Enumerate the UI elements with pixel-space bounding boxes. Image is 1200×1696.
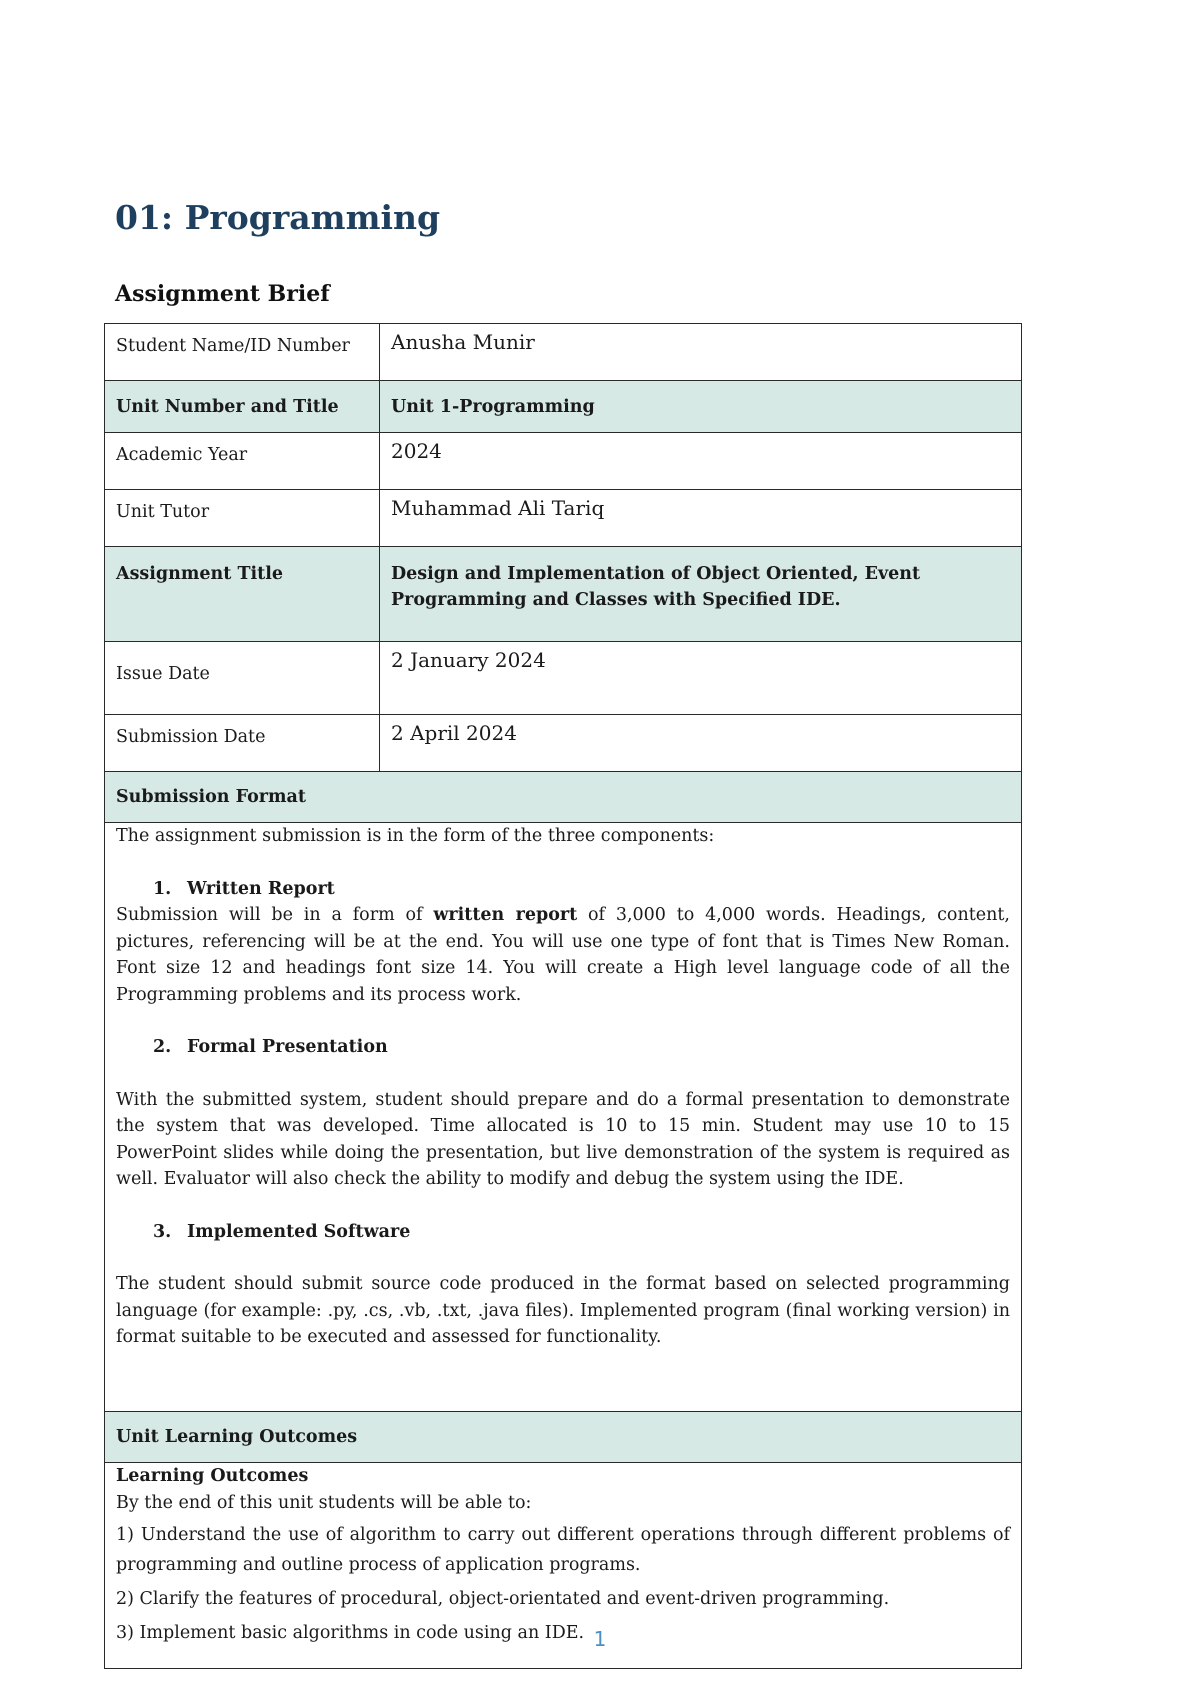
academic-year-label: Academic Year <box>105 433 380 490</box>
table-row <box>105 642 1022 715</box>
table-row <box>105 715 1022 772</box>
table-row <box>105 381 1022 433</box>
submission-format-content <box>105 823 1022 1412</box>
page-title: 01: Programming <box>115 198 441 237</box>
assignment-brief-table <box>104 323 1022 1669</box>
table-row <box>105 324 1022 381</box>
unit-value: Unit 1-Programming <box>380 381 1022 433</box>
page-number: 1 <box>593 1627 607 1651</box>
assignment-title-value: Design and Implementation of Object Oriented, Event Programming and Classes with Specified IDE. <box>380 547 1022 642</box>
written-report-text: Submission will be in a form of written report of 3,000 to 4,000 words. Headings, content, pictures, referencing will be at the end. You will use one type of font that is Times New Roman. Font size 12 and headings font size 14. You will create a High level language code of all the Programming problems and its process work. <box>116 905 1010 1005</box>
unit-label: Unit Number and Title <box>105 381 380 433</box>
learning-outcome-item: 1) Understand the use of algorithm to carry out different operations through different problems of programming and outline process of application programs. <box>116 1525 1010 1575</box>
learning-outcome-item: 3) Implement basic algorithms in code using an IDE. <box>116 1623 585 1643</box>
learning-outcomes-title: Learning Outcomes <box>116 1466 309 1486</box>
unit-tutor-value: Muhammad Ali Tariq <box>380 490 1022 547</box>
table-row <box>105 490 1022 547</box>
implemented-software-heading: 3. Implemented Software <box>153 1221 411 1242</box>
assignment-title-label: Assignment Title <box>105 547 380 642</box>
unit-tutor-label: Unit Tutor <box>105 490 380 547</box>
issue-date-value: 2 January 2024 <box>380 642 1022 715</box>
learning-outcome-item: 2) Clarify the features of procedural, object-orientated and event-driven programming. <box>116 1589 890 1609</box>
learning-outcomes-intro: By the end of this unit students will be able to: <box>116 1492 532 1513</box>
written-report-heading: 1. Written Report <box>153 878 335 899</box>
table-row <box>105 547 1022 642</box>
submission-format-header: Submission Format <box>105 772 1022 823</box>
academic-year-value: 2024 <box>380 433 1022 490</box>
submission-date-value: 2 April 2024 <box>380 715 1022 772</box>
student-name-value: Anusha Munir <box>380 324 1022 381</box>
submission-date-label: Submission Date <box>105 715 380 772</box>
table-row <box>105 772 1022 823</box>
learning-outcomes-header: Unit Learning Outcomes <box>105 1412 1022 1463</box>
issue-date-label: Issue Date <box>105 642 380 715</box>
table-row <box>105 433 1022 490</box>
formal-presentation-heading: 2. Formal Presentation <box>153 1037 388 1057</box>
table-row <box>105 1412 1022 1463</box>
formal-presentation-text: With the submitted system, student should prepare and do a formal presentation to demonstrate the system that was developed. Time allocated is 10 to 15 min. Student may use 10 to 15 PowerPoint slides while doing the presentation, but live demonstration of the system is required as well. Evaluator will also check the ability to modify and debug the system using the IDE. <box>116 1089 1010 1189</box>
submission-intro: The assignment submission is in the form of the three components: <box>116 826 715 846</box>
table-row <box>105 823 1022 1412</box>
implemented-software-text: The student should submit source code produced in the format based on selected programming language (for example: .py, .cs, .vb, .txt, .java files). Implemented program (final working version) in format suitable to be executed and assessed for functionality. <box>116 1274 1010 1347</box>
section-subtitle: Assignment Brief <box>115 281 330 307</box>
student-name-label: Student Name/ID Number <box>105 324 380 381</box>
